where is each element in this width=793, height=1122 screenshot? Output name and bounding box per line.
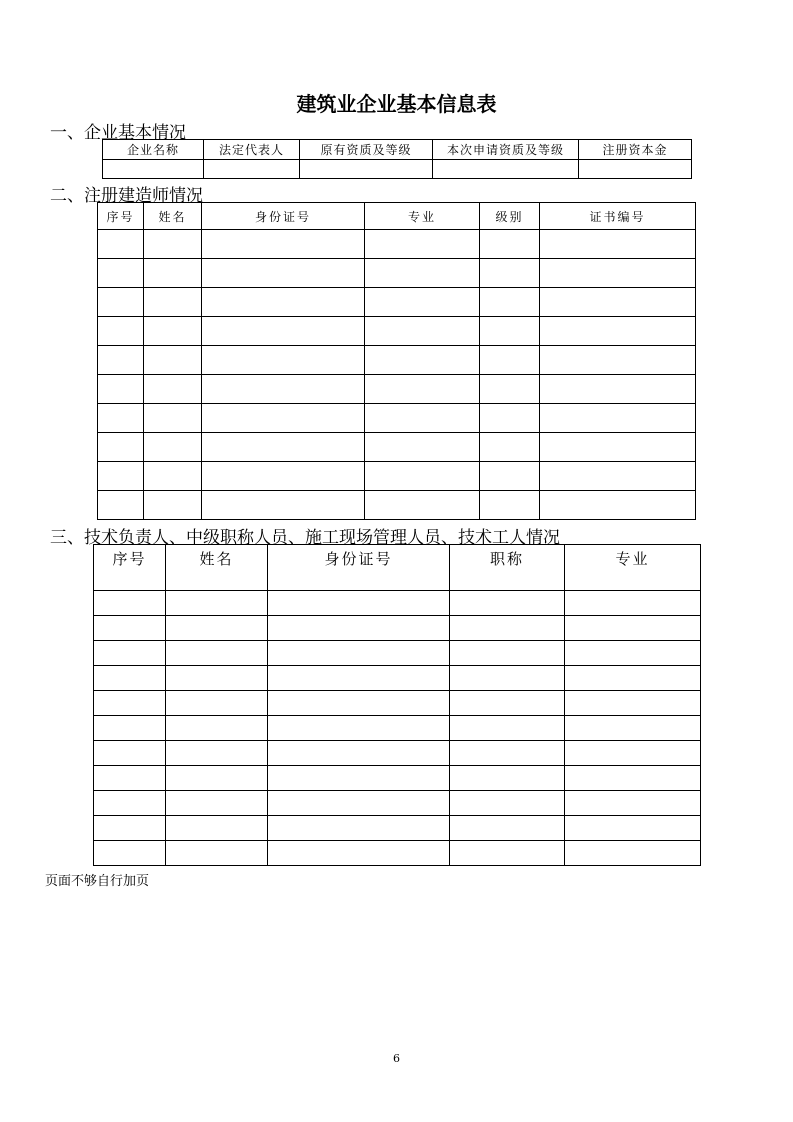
table-cell[interactable] <box>565 716 701 741</box>
table-row <box>94 766 701 791</box>
registered-constructor-table <box>97 202 696 520</box>
table-cell[interactable] <box>268 741 450 766</box>
table-cell[interactable] <box>433 160 579 179</box>
table-cell[interactable] <box>365 317 480 346</box>
enterprise-basic-table <box>102 139 692 179</box>
table-cell[interactable] <box>450 666 565 691</box>
table-cell[interactable] <box>94 666 166 691</box>
column-header: 专业 <box>365 203 480 230</box>
table-cell[interactable] <box>202 462 365 491</box>
table-cell[interactable] <box>98 317 144 346</box>
table-cell[interactable] <box>94 591 166 616</box>
table-cell[interactable] <box>94 741 166 766</box>
table-cell[interactable] <box>480 346 540 375</box>
table-cell[interactable] <box>202 404 365 433</box>
table-row <box>94 841 701 866</box>
table-row <box>94 666 701 691</box>
table-cell[interactable] <box>202 375 365 404</box>
table-cell[interactable] <box>202 259 365 288</box>
table-cell[interactable] <box>450 816 565 841</box>
table-cell[interactable] <box>450 591 565 616</box>
table-cell[interactable] <box>365 404 480 433</box>
table-cell[interactable] <box>540 433 696 462</box>
table-cell[interactable] <box>166 841 268 866</box>
table-cell[interactable] <box>144 230 202 259</box>
column-header: 证书编号 <box>540 203 696 230</box>
table-cell[interactable] <box>144 404 202 433</box>
table-cell[interactable] <box>202 433 365 462</box>
table-cell[interactable] <box>480 288 540 317</box>
table-row <box>94 591 701 616</box>
table-row <box>98 317 696 346</box>
table-cell[interactable] <box>98 433 144 462</box>
table-row <box>94 691 701 716</box>
table-cell[interactable] <box>450 691 565 716</box>
table-cell[interactable] <box>144 433 202 462</box>
table-cell[interactable] <box>98 288 144 317</box>
table-row <box>98 288 696 317</box>
table-cell[interactable] <box>540 462 696 491</box>
table-cell[interactable] <box>450 841 565 866</box>
table-cell[interactable] <box>94 791 166 816</box>
table-row <box>94 716 701 741</box>
column-header: 身份证号 <box>202 203 365 230</box>
table-cell[interactable] <box>98 230 144 259</box>
table-cell[interactable] <box>94 816 166 841</box>
table-cell[interactable] <box>144 462 202 491</box>
table-cell[interactable] <box>98 404 144 433</box>
table-cell[interactable] <box>94 616 166 641</box>
column-header: 姓名 <box>166 545 268 591</box>
table-cell[interactable] <box>94 716 166 741</box>
table-cell[interactable] <box>365 375 480 404</box>
table-cell[interactable] <box>268 716 450 741</box>
table-cell[interactable] <box>98 462 144 491</box>
table-cell[interactable] <box>480 404 540 433</box>
page-number: 6 <box>393 1052 400 1065</box>
column-header: 法定代表人 <box>204 140 300 160</box>
table-cell[interactable] <box>98 375 144 404</box>
table-cell[interactable] <box>268 841 450 866</box>
table-row <box>98 491 696 520</box>
table-cell[interactable] <box>202 288 365 317</box>
table-cell[interactable] <box>540 288 696 317</box>
table-cell[interactable] <box>202 230 365 259</box>
table-cell[interactable] <box>204 160 300 179</box>
table-cell[interactable] <box>268 616 450 641</box>
table-cell[interactable] <box>144 317 202 346</box>
column-header: 姓名 <box>144 203 202 230</box>
column-header: 企业名称 <box>103 140 204 160</box>
column-header: 本次申请资质及等级 <box>433 140 579 160</box>
table-cell[interactable] <box>450 741 565 766</box>
table-cell[interactable] <box>540 491 696 520</box>
table-cell[interactable] <box>365 288 480 317</box>
add-page-note: 页面不够自行加页 <box>45 874 150 889</box>
table-cell[interactable] <box>144 288 202 317</box>
table-cell[interactable] <box>365 346 480 375</box>
table-cell[interactable] <box>365 259 480 288</box>
table-cell[interactable] <box>94 641 166 666</box>
table-cell[interactable] <box>565 591 701 616</box>
table-cell[interactable] <box>94 691 166 716</box>
table-cell[interactable] <box>365 433 480 462</box>
column-header: 专业 <box>565 545 701 591</box>
table-cell[interactable] <box>98 346 144 375</box>
table-cell[interactable] <box>166 791 268 816</box>
table-cell[interactable] <box>268 766 450 791</box>
table-row <box>103 160 692 179</box>
table-cell[interactable] <box>365 462 480 491</box>
column-header: 原有资质及等级 <box>300 140 433 160</box>
table-cell[interactable] <box>365 491 480 520</box>
table-row <box>98 259 696 288</box>
column-header: 序号 <box>94 545 166 591</box>
table-cell[interactable] <box>565 666 701 691</box>
table-cell[interactable] <box>144 491 202 520</box>
table-cell[interactable] <box>450 791 565 816</box>
table-cell[interactable] <box>98 491 144 520</box>
page-title: 建筑业企业基本信息表 <box>296 92 497 116</box>
column-header: 身份证号 <box>268 545 450 591</box>
table-cell[interactable] <box>565 641 701 666</box>
table-cell[interactable] <box>202 317 365 346</box>
table-cell[interactable] <box>480 230 540 259</box>
table-cell[interactable] <box>480 462 540 491</box>
table-cell[interactable] <box>166 766 268 791</box>
column-header: 职称 <box>450 545 565 591</box>
table-cell[interactable] <box>166 716 268 741</box>
table-row <box>98 462 696 491</box>
table-row <box>94 791 701 816</box>
table-cell[interactable] <box>450 766 565 791</box>
table-cell[interactable] <box>166 641 268 666</box>
table-cell[interactable] <box>565 816 701 841</box>
table-row <box>98 230 696 259</box>
table-cell[interactable] <box>166 816 268 841</box>
table-cell[interactable] <box>144 346 202 375</box>
table-cell[interactable] <box>579 160 692 179</box>
table-cell[interactable] <box>202 346 365 375</box>
table-cell[interactable] <box>540 259 696 288</box>
table-cell[interactable] <box>480 433 540 462</box>
table-cell[interactable] <box>540 404 696 433</box>
table-cell[interactable] <box>268 791 450 816</box>
table-cell[interactable] <box>98 259 144 288</box>
table-cell[interactable] <box>565 741 701 766</box>
table-cell[interactable] <box>202 491 365 520</box>
table-row <box>98 375 696 404</box>
table-cell[interactable] <box>565 841 701 866</box>
table-cell[interactable] <box>166 591 268 616</box>
table-cell[interactable] <box>565 791 701 816</box>
table-cell[interactable] <box>450 716 565 741</box>
column-header: 序号 <box>98 203 144 230</box>
table-header-row <box>98 203 696 230</box>
table-cell[interactable] <box>540 317 696 346</box>
table-cell[interactable] <box>480 259 540 288</box>
table-row <box>94 816 701 841</box>
technical-staff-table <box>93 544 701 866</box>
section1-heading: 一、企业基本情况 <box>50 123 186 143</box>
table-cell[interactable] <box>166 666 268 691</box>
table-row <box>94 741 701 766</box>
table-cell[interactable] <box>144 375 202 404</box>
table-cell[interactable] <box>450 641 565 666</box>
table-cell[interactable] <box>166 616 268 641</box>
table-cell[interactable] <box>565 616 701 641</box>
table-cell[interactable] <box>166 691 268 716</box>
table-header-row <box>94 545 701 591</box>
table-cell[interactable] <box>540 375 696 404</box>
table-cell[interactable] <box>94 766 166 791</box>
table-cell[interactable] <box>268 816 450 841</box>
column-header: 级别 <box>480 203 540 230</box>
table-cell[interactable] <box>480 317 540 346</box>
table-cell[interactable] <box>450 616 565 641</box>
table-cell[interactable] <box>103 160 204 179</box>
table-cell[interactable] <box>365 230 480 259</box>
table-row <box>98 404 696 433</box>
table-cell[interactable] <box>166 741 268 766</box>
table-row <box>98 433 696 462</box>
table-cell[interactable] <box>565 766 701 791</box>
section2-heading: 二、注册建造师情况 <box>50 186 203 206</box>
table-cell[interactable] <box>144 259 202 288</box>
table-cell[interactable] <box>540 346 696 375</box>
table-cell[interactable] <box>540 230 696 259</box>
section3-heading: 三、技术负责人、中级职称人员、施工现场管理人员、技术工人情况 <box>50 528 560 548</box>
table-row <box>94 641 701 666</box>
table-cell[interactable] <box>480 375 540 404</box>
table-row <box>94 616 701 641</box>
table-cell[interactable] <box>565 691 701 716</box>
column-header: 注册资本金 <box>579 140 692 160</box>
table-cell[interactable] <box>94 841 166 866</box>
table-cell[interactable] <box>268 691 450 716</box>
table-cell[interactable] <box>268 666 450 691</box>
table-header-row <box>103 140 692 160</box>
table-cell[interactable] <box>300 160 433 179</box>
table-row <box>98 346 696 375</box>
table-cell[interactable] <box>480 491 540 520</box>
table-cell[interactable] <box>268 641 450 666</box>
table-cell[interactable] <box>268 591 450 616</box>
